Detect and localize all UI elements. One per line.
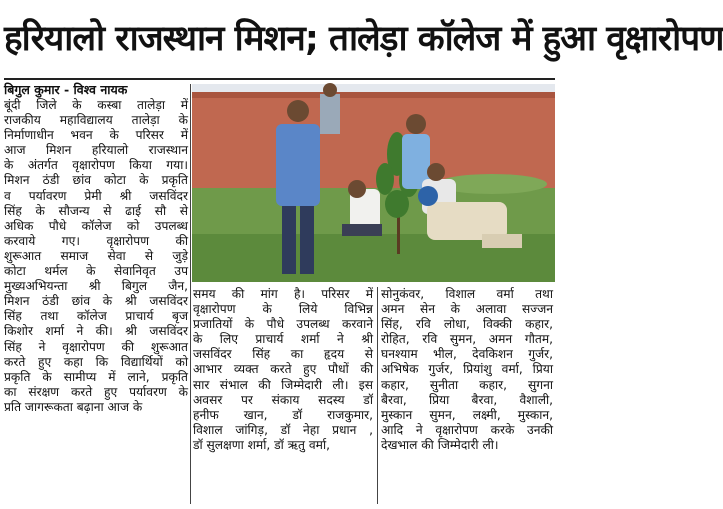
headline-rule [4,78,555,80]
article-line: मिशन ठंडी छांव कोटा के प्रकृति [4,173,188,188]
article-line: अवसर पर संकाय सदस्य डॉ [193,392,373,407]
article-line: राजकीय महाविद्यालय तालेड़ा के [4,113,188,128]
article-line: बैरवा, प्रिया बैरवा, वैशाली, [381,392,553,407]
article-line: वृक्षारोपण के लिये विभिन्न [193,302,373,317]
column-divider [190,84,191,504]
article-column-1 [4,98,188,415]
article-line: शुरूआत समाज सेवा से जुड़े [4,248,188,263]
article-line: आभार व्यक्त करते हुए पौधों की [193,362,373,377]
article-photo [192,84,555,282]
article-line: अभिषेक गुर्जर, प्रियांशु वर्मा, प्रिया [381,362,553,377]
article-line: अधिक पौधे कॉलेज को उपलब्ध [4,218,188,233]
article-column-2 [193,287,373,453]
article-line: बूंदी जिले के कस्बा तालेड़ा में [4,98,188,112]
article-line: मुस्कान सुमन, लक्ष्मी, मुस्कान, [381,407,553,422]
article-line: के अंतर्गत वृक्षारोपण किया गया। [4,158,188,173]
article-line: अमन सेन के अलावा सज्जन [381,302,553,317]
article-line: सिंह के सौजन्य से ढाई सौ से [4,203,188,218]
article-line: सिंह ने वृक्षारोपण की शुरूआत [4,339,188,354]
article-line: विशाल जांगिड़, डॉ नेहा प्रधान , [193,422,373,437]
article-line: आज मिशन हरियालो राजस्थान [4,143,188,158]
article-line: सोनुकंवर, विशाल वर्मा तथा [381,287,553,301]
article-line: रोहित, रवि सुमन, अमन गौतम, [381,332,553,347]
article-line: कहार, सुनीता कहार, सुगना [381,377,553,392]
article-line: सिंह तथा कॉलेज प्राचार्य बृज [4,309,188,324]
article-line: का संरक्षण करते हुए पर्यावरण के [4,384,188,399]
article-line: आदि ने वृक्षारोपण करके उनकी [381,422,553,437]
article-line: मिशन ठंडी छांव के श्री जसविंदर [4,294,188,309]
article-line: करवाये गए। वृक्षारोपण की [4,233,188,248]
article-line: समय की मांग है। परिसर में [193,287,373,301]
tree-planting-photo [192,84,555,282]
article-line: जसविंदर सिंह का हृदय से [193,347,373,362]
article-line: कोटा थर्मल के सेवानिवृत उप [4,264,188,279]
byline: बिगुल कुमार - विश्व नायक [4,82,128,97]
article-line: निर्माणाधीन भवन के परिसर में [4,128,188,143]
column-divider [377,287,378,504]
article-line: सार संभाल की जिम्मेदारी ली। इस [193,377,373,392]
article-line: सिंह, रवि लोधा, विक्की कहार, [381,317,553,332]
article-line: प्रजातियों के पौधे उपलब्ध करवाने [193,317,373,332]
article-line: हनीफ खान, डॉ राजकुमार, [193,407,373,422]
article-line: प्रकृति के सामीप्य में लाने, प्रकृति [4,369,188,384]
article-line: प्रति जागरूकता बढ़ाना आज के [4,399,143,414]
article-line: घनश्याम भील, देवकिशन गुर्जर, [381,347,553,362]
headline: हरियालो राजस्थान मिशन; तालेड़ा कॉलेज में हुआ वृक्षारोपण [4,19,723,59]
article-line: मुख्यअभियन्ता श्री बिगुल जैन, [4,279,188,294]
article-line: डॉ सुलक्षणा शर्मा, डॉ ऋतु वर्मा, [193,437,330,452]
article-line: व पर्यावरण प्रेमी श्री जसविंदर [4,188,188,203]
article-line: किशोर शर्मा ने की। श्री जसविंदर [4,324,188,339]
article-line: के लिए प्राचार्य शर्मा ने श्री [193,332,373,347]
article-column-3 [381,287,553,453]
article-line: देखभाल की जिम्मेदारी ली। [381,437,499,452]
article-line: करते हुए कहा कि विद्यार्थियों को [4,354,188,369]
